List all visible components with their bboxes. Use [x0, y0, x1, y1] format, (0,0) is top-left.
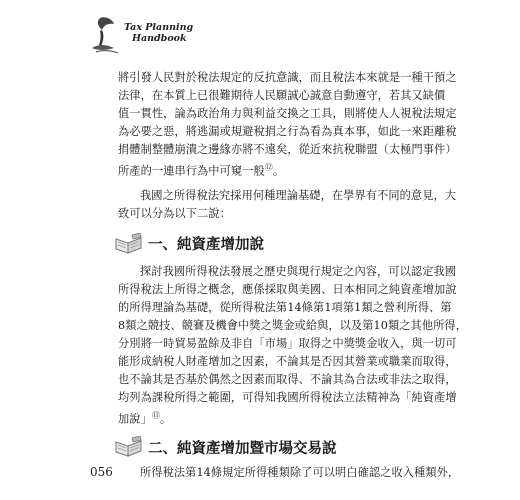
text-segment: 加說」	[118, 412, 152, 426]
text-line: 值一貫性，論為政治角力與利益交換之工具，則將使人人視稅法規定	[118, 107, 457, 120]
page-number: 056	[90, 465, 113, 479]
text-segment: 所產的一連串行為中可窺一般	[118, 164, 265, 178]
logo-line-1: Tax Planning	[124, 22, 194, 33]
footnote-marker: ⑫	[264, 163, 273, 172]
text-line: 捐體制整體崩潰之邊緣亦將不遠矣，從近來抗稅聯盟（太極門事件）	[118, 143, 457, 156]
text-line: 為必要之惡，將逃漏或規避稅捐之行為看為真本事，如此一來距離稅	[118, 125, 457, 138]
paragraph-2	[118, 187, 457, 223]
text-line: 致可以分為以下二說：	[118, 206, 231, 220]
text-segment: 。	[272, 164, 285, 178]
open-book-icon	[114, 436, 144, 458]
paragraph-3	[118, 263, 467, 429]
text-line: 8類之競技、競賽及機會中獎之獎金或給與，以及第10類之其他所得，	[118, 318, 467, 332]
text-line	[118, 159, 408, 181]
text-line: 能形成納稅人財產增加之因素，不論其是否因其營業或職業而取得，	[118, 354, 457, 368]
text-segment: 。	[159, 412, 172, 426]
text-line: 我國之所得稅法究採用何種理論基礎，在學界有不同的意見，大	[140, 188, 457, 202]
text-line: 也不論其是否基於偶然之因素而取得、不論其為合法或非法之取得，	[118, 372, 457, 386]
page-body	[118, 69, 467, 482]
text-line: 探討我國所得稅法發展之歷史與現行規定之內容，可以認定我國	[140, 264, 457, 278]
handbook-logo	[86, 14, 196, 58]
quill-figure-icon	[86, 14, 126, 58]
text-line: 所得稅法上所得之概念，應係採取與美國、日本相同之純資產增加說	[118, 282, 457, 296]
paragraph-1	[118, 69, 457, 181]
logo-line-2: Handbook	[132, 33, 187, 44]
section-heading-1	[114, 231, 408, 257]
text-line	[118, 407, 408, 429]
text-line: 均列為課稅所得之範圍，可得知我國所得稅法立法精神為「純資產增	[118, 390, 457, 404]
text-line: 所得稅法第14條規定所得種類除了可以明白確認之收入種類外，	[140, 466, 460, 480]
section-heading-2	[114, 434, 408, 460]
text-line: 分別將一時貿易盈餘及非自「市場」取得之中獎獎金收入，與一切可	[118, 336, 457, 350]
section-title: 一、純資產增加說	[148, 236, 264, 254]
open-book-icon	[114, 233, 144, 255]
text-line: 的所得理論為基礎，從所得稅法第14條第1項第1類之營利所得、第	[118, 300, 452, 314]
section-title: 二、純資產增加暨市場交易說	[148, 439, 337, 457]
footnote-marker: ⑬	[151, 410, 160, 420]
handbook-title	[124, 22, 193, 44]
text-line: 法律，在本質上已很難期待人民願誠心誠意自動遵守，若其又缺價	[118, 89, 446, 102]
paragraph-4	[118, 464, 460, 482]
text-line: 將引發人民對於稅法規定的反抗意識，而且稅法本來就是一種干預之	[118, 71, 457, 84]
